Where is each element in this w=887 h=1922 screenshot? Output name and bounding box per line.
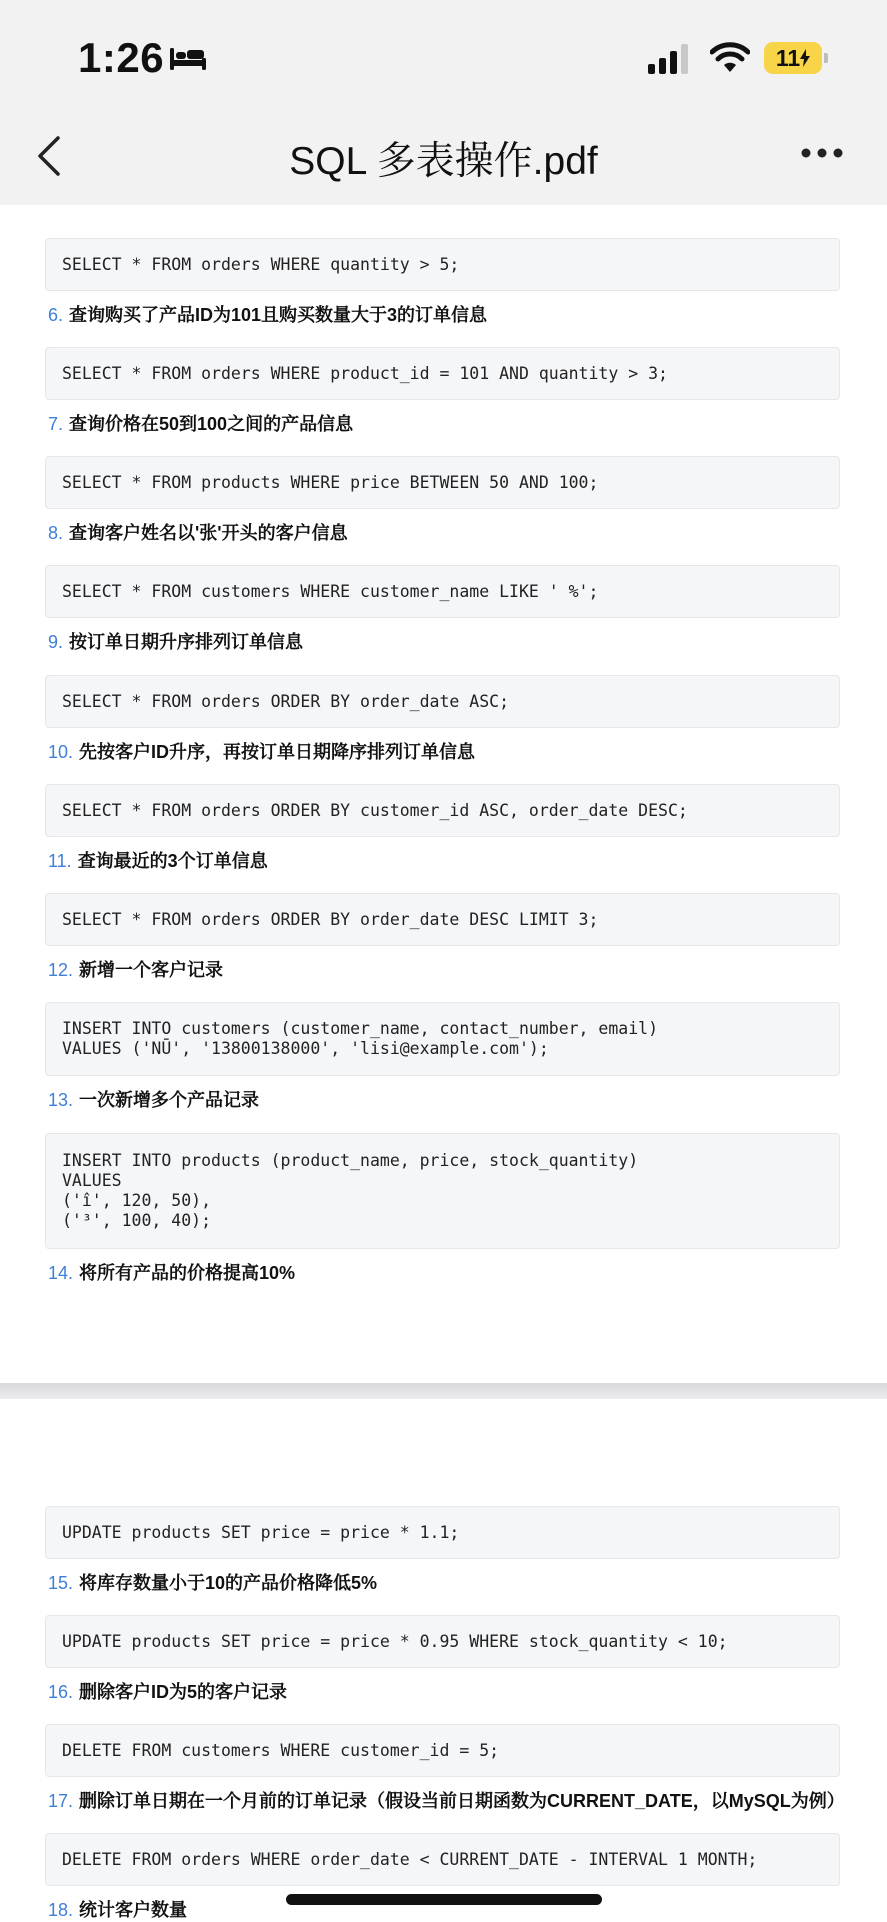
battery-level: 11 xyxy=(775,44,801,71)
top-bar xyxy=(0,0,887,205)
code-block: DELETE FROM customers WHERE customer_id = 5; xyxy=(45,1724,840,1777)
list-item: 7. 查询价格在50到100之间的产品信息 xyxy=(48,414,354,434)
list-item: 16. 删除客户ID为5的客户记录 xyxy=(48,1682,288,1702)
list-item: 8. 查询客户姓名以'张'开头的客户信息 xyxy=(48,523,348,543)
list-item: 17. 删除订单日期在一个月前的订单记录（假设当前日期函数为CURRENT_DATE，以MySQL为例） xyxy=(48,1791,845,1811)
list-item: 12. 新增一个客户记录 xyxy=(48,960,224,980)
more-options-icon[interactable] xyxy=(800,147,844,159)
code-block: SELECT * FROM orders ORDER BY order_date ASC; xyxy=(45,675,840,728)
battery-tip xyxy=(824,53,828,63)
code-block: INSERT INTO customers (customer_name, contact_number, email) VALUES ('NŪ', '13800138000', 'lisi@example.com'); xyxy=(45,1002,840,1076)
code-block: UPDATE products SET price = price * 1.1; xyxy=(45,1506,840,1559)
list-item: 10. 先按客户ID升序，再按订单日期降序排列订单信息 xyxy=(48,742,476,762)
list-item: 15. 将库存数量小于10的产品价格降低5% xyxy=(48,1573,378,1593)
list-item: 13. 一次新增多个产品记录 xyxy=(48,1090,260,1110)
page-separator xyxy=(0,1383,887,1399)
code-block: SELECT * FROM orders ORDER BY customer_id ASC, order_date DESC; xyxy=(45,784,840,837)
list-item: 14. 将所有产品的价格提高10% xyxy=(48,1263,296,1283)
code-block: DELETE FROM orders WHERE order_date < CURRENT_DATE - INTERVAL 1 MONTH; xyxy=(45,1833,840,1886)
code-block: UPDATE products SET price = price * 0.95 WHERE stock_quantity < 10; xyxy=(45,1615,840,1668)
back-chevron-icon[interactable] xyxy=(34,134,64,178)
code-block: INSERT INTO products (product_name, price, stock_quantity) VALUES ('î', 120, 50), ('³', 100, 40); xyxy=(45,1133,840,1249)
home-indicator[interactable] xyxy=(286,1894,602,1905)
list-item: 11. 查询最近的3个订单信息 xyxy=(48,851,268,871)
pdf-page-2 xyxy=(0,1399,887,1920)
code-block: SELECT * FROM orders ORDER BY order_date DESC LIMIT 3; xyxy=(45,893,840,946)
battery-indicator xyxy=(764,42,822,74)
list-item: 9. 按订单日期升序排列订单信息 xyxy=(48,632,304,652)
code-block: SELECT * FROM orders WHERE product_id = 101 AND quantity > 3; xyxy=(45,347,840,400)
list-item: 6. 查询购买了产品ID为101且购买数量大于3的订单信息 xyxy=(48,305,488,325)
pdf-page-1 xyxy=(0,205,887,1383)
code-block: SELECT * FROM products WHERE price BETWEEN 50 AND 100; xyxy=(45,456,840,509)
cellular-signal-icon xyxy=(648,44,692,74)
document-title: SQL 多表操作.pdf xyxy=(289,140,598,183)
code-block: SELECT * FROM orders WHERE quantity > 5; xyxy=(45,238,840,291)
list-item: 18. 统计客户数量 xyxy=(48,1900,188,1920)
sleep-bed-icon xyxy=(168,44,208,72)
wifi-icon xyxy=(710,42,750,74)
status-time: 1:26 xyxy=(78,34,165,81)
charging-bolt-icon xyxy=(800,49,810,67)
code-block: SELECT * FROM customers WHERE customer_name LIKE ' %'; xyxy=(45,565,840,618)
